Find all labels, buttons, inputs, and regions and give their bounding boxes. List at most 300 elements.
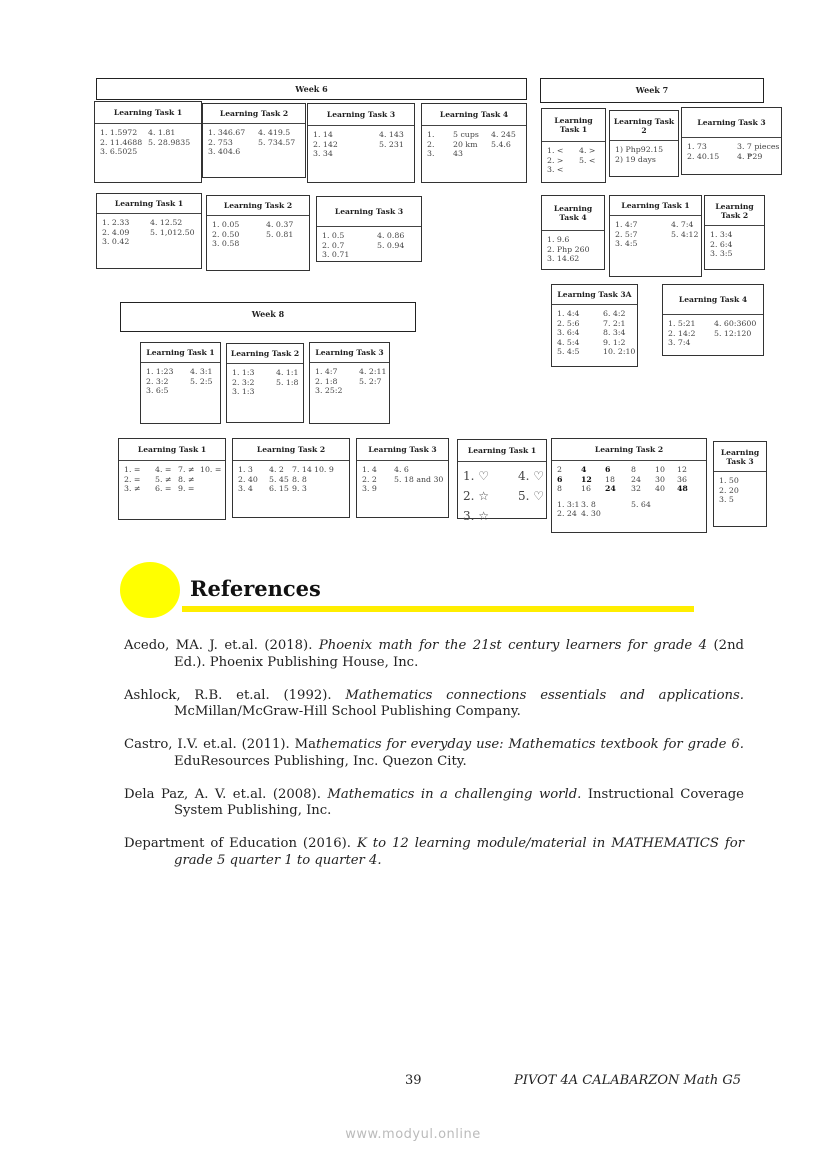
answer-line — [238, 465, 345, 475]
answer: 1. 346.67 — [208, 128, 246, 137]
answer-line — [557, 319, 633, 329]
answer: 1) Php92.15 — [615, 145, 664, 154]
reference-italic: K to 12 learning module/material in MATHEMATICS for grade 5 quarter 1 to quarter 4. — [174, 836, 745, 868]
answer: 1. 4:7 — [315, 367, 338, 376]
answer-line — [427, 149, 522, 159]
answer: 3. 14.62 — [547, 254, 580, 264]
answer-line — [668, 319, 759, 329]
answer: 1. 3:4 — [710, 230, 733, 239]
answer: 4. 30 — [581, 509, 601, 519]
task-title: Learning Task 1 — [97, 194, 201, 214]
answer: 8. 8 — [292, 474, 307, 484]
answer: 4. 2 — [269, 465, 284, 474]
answer-line — [212, 230, 305, 240]
answer: 4. 245 — [491, 130, 516, 139]
task-title: Learning Task 1 — [141, 343, 220, 363]
answer: 5.4.6 — [491, 139, 511, 149]
answer: 2. 40.15 — [687, 151, 720, 161]
answer: 3. 7:4 — [668, 338, 691, 348]
answer-line — [212, 239, 305, 249]
answer: 40 — [655, 484, 665, 494]
task-answers — [458, 462, 546, 526]
answer-line — [557, 309, 633, 319]
answer: 2. — [427, 139, 435, 149]
task-title: Learning Task 4 — [542, 196, 604, 231]
answer: 2. 6:4 — [710, 239, 733, 249]
answer: 4. = — [155, 465, 172, 474]
task-answers — [310, 363, 389, 396]
answer-line — [557, 347, 636, 357]
reference-entry — [124, 638, 744, 671]
answer: 3. 4:5 — [615, 239, 638, 249]
answer: 3. 8 — [581, 499, 596, 509]
week-8-banner: Week 8 — [120, 302, 416, 332]
answer: 1. 5:21 — [668, 319, 696, 328]
task-title: Learning Task 1 — [458, 440, 546, 462]
task-answers — [705, 226, 764, 259]
answer: 2. = — [124, 474, 141, 484]
answer-line — [668, 338, 759, 348]
answer: 4. 419.5 — [258, 128, 291, 137]
answer-line — [124, 475, 221, 485]
answer: 2. 14:2 — [668, 328, 696, 338]
answer: 4. 5:4 — [557, 337, 580, 347]
answer: 3. — [427, 149, 435, 159]
task-answers — [233, 461, 349, 494]
task-title: Learning Task 1 — [95, 102, 201, 124]
answer: 4. 3:1 — [190, 367, 213, 376]
task-answers — [207, 216, 309, 249]
task-title: Learning Task 2 — [610, 111, 678, 141]
answer: 5. 45 — [269, 474, 289, 484]
answer: 4. 0.86 — [377, 231, 405, 240]
answer-line — [102, 218, 197, 228]
answer-line — [557, 509, 702, 519]
answer-line — [463, 466, 545, 486]
answer: 5. 1:8 — [276, 377, 299, 387]
answer: 8. 3:4 — [603, 328, 626, 338]
answer-line — [710, 249, 760, 259]
answer: 4 — [581, 465, 587, 474]
answer: 1. 3:1 — [557, 499, 580, 509]
answer: 1. 1.5972 — [100, 128, 138, 137]
answer: 2. 142 — [313, 139, 338, 149]
answer: 4. ₱29 — [737, 151, 763, 161]
learning-task-box — [94, 101, 202, 183]
answer: 10. 2:10 — [603, 347, 636, 357]
answer: 43 — [453, 149, 463, 159]
task-title: Learning Task 2 — [233, 439, 349, 461]
answer-line — [427, 130, 522, 140]
learning-task-box — [356, 438, 449, 518]
learning-task-box — [551, 284, 638, 367]
task-title: Learning Task 1 — [610, 196, 701, 216]
answer: 4. 2:11 — [359, 367, 387, 376]
answer: 4. 12.52 — [150, 218, 183, 227]
answer: 8 — [631, 465, 636, 474]
references-heading: References — [190, 576, 321, 601]
heading-underline — [182, 606, 694, 612]
answer-line — [463, 486, 545, 506]
task-answers — [95, 124, 201, 157]
answer: 4. 1:1 — [276, 368, 299, 377]
answer-line — [146, 377, 216, 387]
task-answers — [317, 227, 421, 260]
answer: 5. 2:7 — [359, 376, 382, 386]
answer: 5. ≠ — [155, 474, 172, 484]
answer: 3. 0.58 — [212, 239, 240, 249]
answer: 36 — [677, 474, 687, 484]
answer: 32 — [631, 484, 641, 494]
task-title: Learning Task 3 — [357, 439, 448, 461]
answer: 1. 0.5 — [322, 231, 345, 240]
task-answers — [97, 214, 201, 247]
watermark: www.modyul.online — [345, 1127, 481, 1142]
answer: 4. 6 — [394, 465, 409, 474]
answer: 5. 0.81 — [266, 229, 294, 239]
task-title: Learning Task 3 — [714, 442, 766, 472]
task-answers — [682, 138, 781, 161]
answer: 2. 0.7 — [322, 240, 345, 250]
answer-line — [146, 367, 216, 377]
answer-line — [557, 465, 702, 475]
task-answers — [203, 124, 305, 157]
task-answers — [308, 126, 414, 159]
task-answers — [141, 363, 220, 396]
answer-line — [124, 465, 221, 475]
answer: 7. 2:1 — [603, 318, 626, 328]
answer-line — [362, 475, 444, 485]
answer: 5. 0.94 — [377, 240, 405, 250]
answer: 9. 3 — [292, 484, 307, 494]
answer-line — [615, 239, 697, 249]
learning-task-box — [609, 195, 702, 277]
answer-line — [315, 386, 385, 396]
answer-line — [232, 387, 299, 397]
answer-line — [322, 241, 417, 251]
answer: 1. < — [547, 146, 564, 155]
answer: 20 km — [453, 139, 478, 149]
answer: 3. 7 pieces — [737, 142, 780, 151]
answer: 2. 3:2 — [146, 376, 169, 386]
answer: 3. 1:3 — [232, 387, 255, 397]
answer: 3. < — [547, 165, 564, 175]
answer: 7. ≠ — [178, 465, 195, 474]
answer-line — [315, 377, 385, 387]
page-number: 39 — [405, 1073, 422, 1088]
task-answers — [663, 315, 763, 348]
answer: 2. 40 — [238, 474, 258, 484]
answer-line — [547, 156, 601, 166]
answer-line — [547, 245, 600, 255]
answer-line — [547, 146, 601, 156]
answer-line — [557, 328, 633, 338]
answer: 5. 12:120 — [714, 328, 752, 338]
answer: 5. 64 — [631, 499, 651, 509]
answer: 6 — [605, 465, 611, 474]
answer: 3. ≠ — [124, 484, 141, 494]
answer: 5. 28.9835 — [148, 137, 191, 147]
reference-pre: Ashlock, R.B. et.al. (1992). — [124, 687, 346, 703]
answer-line — [315, 367, 385, 377]
answer: 18 — [605, 474, 615, 484]
answer-line — [232, 378, 299, 388]
answer: 2. 5:7 — [615, 229, 638, 239]
reference-italic: thematics for everyday use: Mathematics textbook for grade 6. — [315, 737, 744, 752]
answer-line — [557, 484, 702, 494]
learning-task-box — [202, 103, 306, 178]
learning-task-box — [681, 107, 782, 175]
answer-line — [668, 329, 759, 339]
answer: 4. ♡ — [518, 469, 545, 483]
answer-line — [463, 506, 542, 526]
learning-task-box — [96, 193, 202, 269]
answer: 1. 1:23 — [146, 367, 174, 376]
answer: 2. 753 — [208, 137, 233, 147]
reference-pre: Castro, I.V. et.al. (2011). Ma — [124, 737, 316, 752]
answer: 5. 734.57 — [258, 137, 296, 147]
answer-line — [313, 140, 410, 150]
answer: 2. 4.09 — [102, 227, 130, 237]
answer: 2. 1:8 — [315, 376, 338, 386]
answer-line — [547, 254, 600, 264]
answer: 4. 60:3600 — [714, 319, 757, 328]
answer-line — [313, 149, 410, 159]
yellow-circle-decoration — [120, 562, 180, 618]
answer: 6. 4:2 — [603, 309, 626, 318]
answer: 1. = — [124, 465, 141, 474]
reference-list — [124, 638, 744, 886]
reference-post: (2nd Ed.). Phoenix Publishing House, Inc. — [174, 638, 745, 670]
answer-line — [710, 230, 760, 240]
reference-entry — [124, 836, 744, 869]
answer: 1. 14 — [313, 130, 333, 139]
answer: 2. 11.4688 — [100, 137, 143, 147]
answer-line — [102, 237, 197, 247]
learning-task-box — [140, 342, 221, 424]
answer-line — [615, 220, 697, 230]
task-title: Learning Task 3 — [308, 104, 414, 126]
learning-task-box — [713, 441, 767, 527]
answer: 2. 3:2 — [232, 377, 255, 387]
answer-line — [232, 368, 299, 378]
answer-line — [212, 220, 305, 230]
answer-line — [547, 165, 601, 175]
answer: 6. = — [155, 484, 172, 494]
answer: 48 — [677, 484, 688, 494]
task-answers — [542, 231, 604, 264]
task-answers — [227, 364, 303, 397]
task-answers — [422, 126, 526, 159]
week-7-banner: Week 7 — [540, 78, 764, 103]
answer-line — [362, 484, 444, 494]
answer-line — [100, 147, 197, 157]
answer-line — [124, 484, 221, 494]
answer-line — [719, 495, 762, 505]
answer: 2. 24 — [557, 509, 577, 519]
answer: 12 — [581, 474, 592, 484]
reference-entry — [124, 737, 744, 770]
answer-line — [557, 338, 633, 348]
answer: 1. 1:3 — [232, 368, 255, 377]
answer: 8. ≠ — [178, 474, 195, 484]
answer: 1. — [427, 130, 435, 139]
task-answers — [357, 461, 448, 494]
answer: 4. > — [579, 146, 596, 155]
answer: 3. 0.42 — [102, 237, 130, 247]
answer: 30 — [655, 474, 665, 484]
answer-line — [322, 250, 417, 260]
answer: 3. 25:2 — [315, 386, 343, 396]
reference-italic: Phoenix math for the 21st century learners for grade 4 — [318, 638, 708, 653]
task-title: Learning Task 1 — [119, 439, 225, 461]
learning-task-box — [309, 342, 390, 424]
answer-line — [615, 230, 697, 240]
learning-task-box — [704, 195, 765, 270]
answer-line — [362, 465, 444, 475]
answer: 4. 1.81 — [148, 128, 176, 137]
answer: 1. 9.6 — [547, 235, 570, 244]
answer: 16 — [581, 484, 591, 494]
answer-line — [710, 240, 760, 250]
answer: 1. 73 — [687, 142, 707, 151]
answer-line — [313, 130, 410, 140]
task-title: Learning Task 2 — [552, 439, 706, 461]
task-title: Learning Task 4 — [663, 285, 763, 315]
task-answers — [542, 142, 605, 175]
task-title: Learning Task 2 — [705, 196, 764, 226]
answer: 1. 0.05 — [212, 220, 240, 229]
reference-post: McMillan/McGraw-Hill School Publishing Company. — [174, 704, 521, 719]
task-title: Learning Task 2 — [207, 196, 309, 216]
answer: 3. 3:5 — [710, 249, 733, 259]
answer: 5. 1,012.50 — [150, 227, 195, 237]
answer: 2. > — [547, 155, 564, 165]
answer: 5. < — [579, 155, 596, 165]
learning-task-box — [226, 343, 304, 423]
answer: 3. 404.6 — [208, 147, 241, 157]
answer: 5 cups — [453, 130, 479, 139]
answer: 10. 9 — [314, 465, 334, 474]
answer: 5. ♡ — [518, 489, 545, 503]
answer: 4. 143 — [379, 130, 404, 139]
learning-task-box — [457, 439, 547, 523]
answer: 1. 4:4 — [557, 309, 580, 318]
answer: 4. 7:4 — [671, 220, 694, 229]
answer: 24 — [631, 474, 641, 484]
answer-line — [557, 475, 702, 485]
task-answers — [552, 305, 637, 357]
answer: 2 — [557, 465, 562, 474]
answer-line — [100, 138, 197, 148]
answer: 2. 0.50 — [212, 229, 240, 239]
answer: 10 — [655, 465, 665, 474]
task-answers — [610, 141, 678, 164]
answer-line — [615, 145, 674, 155]
answer-line — [102, 228, 197, 238]
task-title: Learning Task 3 — [310, 343, 389, 363]
answer: 4. 0.37 — [266, 220, 294, 229]
answer: 2. ☆ — [463, 489, 490, 503]
answer: 9. 1:2 — [603, 337, 626, 347]
answer: 5. 2:5 — [190, 376, 213, 386]
answer: 3. 5 — [719, 495, 734, 505]
learning-task-box — [541, 108, 606, 183]
reference-pre: Department of Education (2016). — [124, 836, 357, 851]
answer: 24 — [605, 484, 616, 494]
learning-task-box — [316, 196, 422, 262]
answer-line — [208, 128, 301, 138]
answer: 1. 4 — [362, 465, 377, 474]
answer: 6. 15 — [269, 484, 289, 494]
reference-post: Instructional Coverage System Publishing, Inc. — [174, 786, 744, 818]
answer: 8 — [557, 484, 562, 494]
answer: 5. 4:12 — [671, 229, 699, 239]
task-answers — [610, 216, 701, 249]
answer-line — [615, 155, 674, 165]
answer-line — [427, 140, 522, 150]
answer: 3. 6:5 — [146, 386, 169, 396]
answer: 2. 5:6 — [557, 318, 580, 328]
answer: 3. 0.71 — [322, 250, 350, 260]
task-title: Learning Task 4 — [422, 104, 526, 126]
answer: 12 — [677, 465, 687, 474]
answer-line — [146, 386, 216, 396]
answer: 3. 9 — [362, 484, 377, 494]
answer: 1. 2.33 — [102, 218, 130, 227]
answer-line — [100, 128, 197, 138]
answer-line — [719, 486, 762, 496]
answer: 1. 4:7 — [615, 220, 638, 229]
learning-task-box — [541, 195, 605, 270]
answer: 1. 3 — [238, 465, 253, 474]
answer-line — [687, 142, 780, 152]
task-title: Learning Task 2 — [227, 344, 303, 364]
task-title: Learning Task 1 — [542, 109, 605, 142]
learning-task-box — [662, 284, 764, 356]
reference-post: EduResources Publishing, Inc. Quezon City. — [174, 753, 467, 769]
answer: 3. 6:4 — [557, 328, 580, 338]
answer: 6 — [557, 474, 563, 484]
answer-line — [719, 476, 762, 486]
answer-line — [238, 475, 345, 485]
learning-task-box — [118, 438, 226, 520]
answer: 9. = — [178, 484, 195, 494]
answer-line — [238, 484, 345, 494]
task-title: Learning Task 3 — [682, 108, 781, 138]
answer: 1. ♡ — [463, 469, 490, 483]
answer-line — [557, 500, 702, 510]
answer: 1. 50 — [719, 476, 739, 485]
answer: 5. 4:5 — [557, 347, 580, 357]
task-answers — [714, 472, 766, 505]
task-title: Learning Task 3 — [317, 197, 421, 227]
week-6-banner: Week 6 — [96, 78, 527, 100]
reference-pre: Dela Paz, A. V. et.al. (2008). — [124, 786, 328, 802]
task-title: Learning Task 2 — [203, 104, 305, 124]
learning-task-box — [307, 103, 415, 183]
reference-entry — [124, 688, 744, 721]
task-title: Learning Task 3A — [552, 285, 637, 305]
answer: 3. 4 — [238, 484, 253, 494]
answer: 3. 6.5025 — [100, 147, 138, 157]
answer-line — [322, 231, 417, 241]
answer-line — [208, 138, 301, 148]
answer: 3. 34 — [313, 149, 333, 159]
learning-task-box — [609, 110, 679, 177]
answer: 2. Php 260 — [547, 244, 590, 254]
answer: 3. ☆ — [463, 509, 490, 523]
